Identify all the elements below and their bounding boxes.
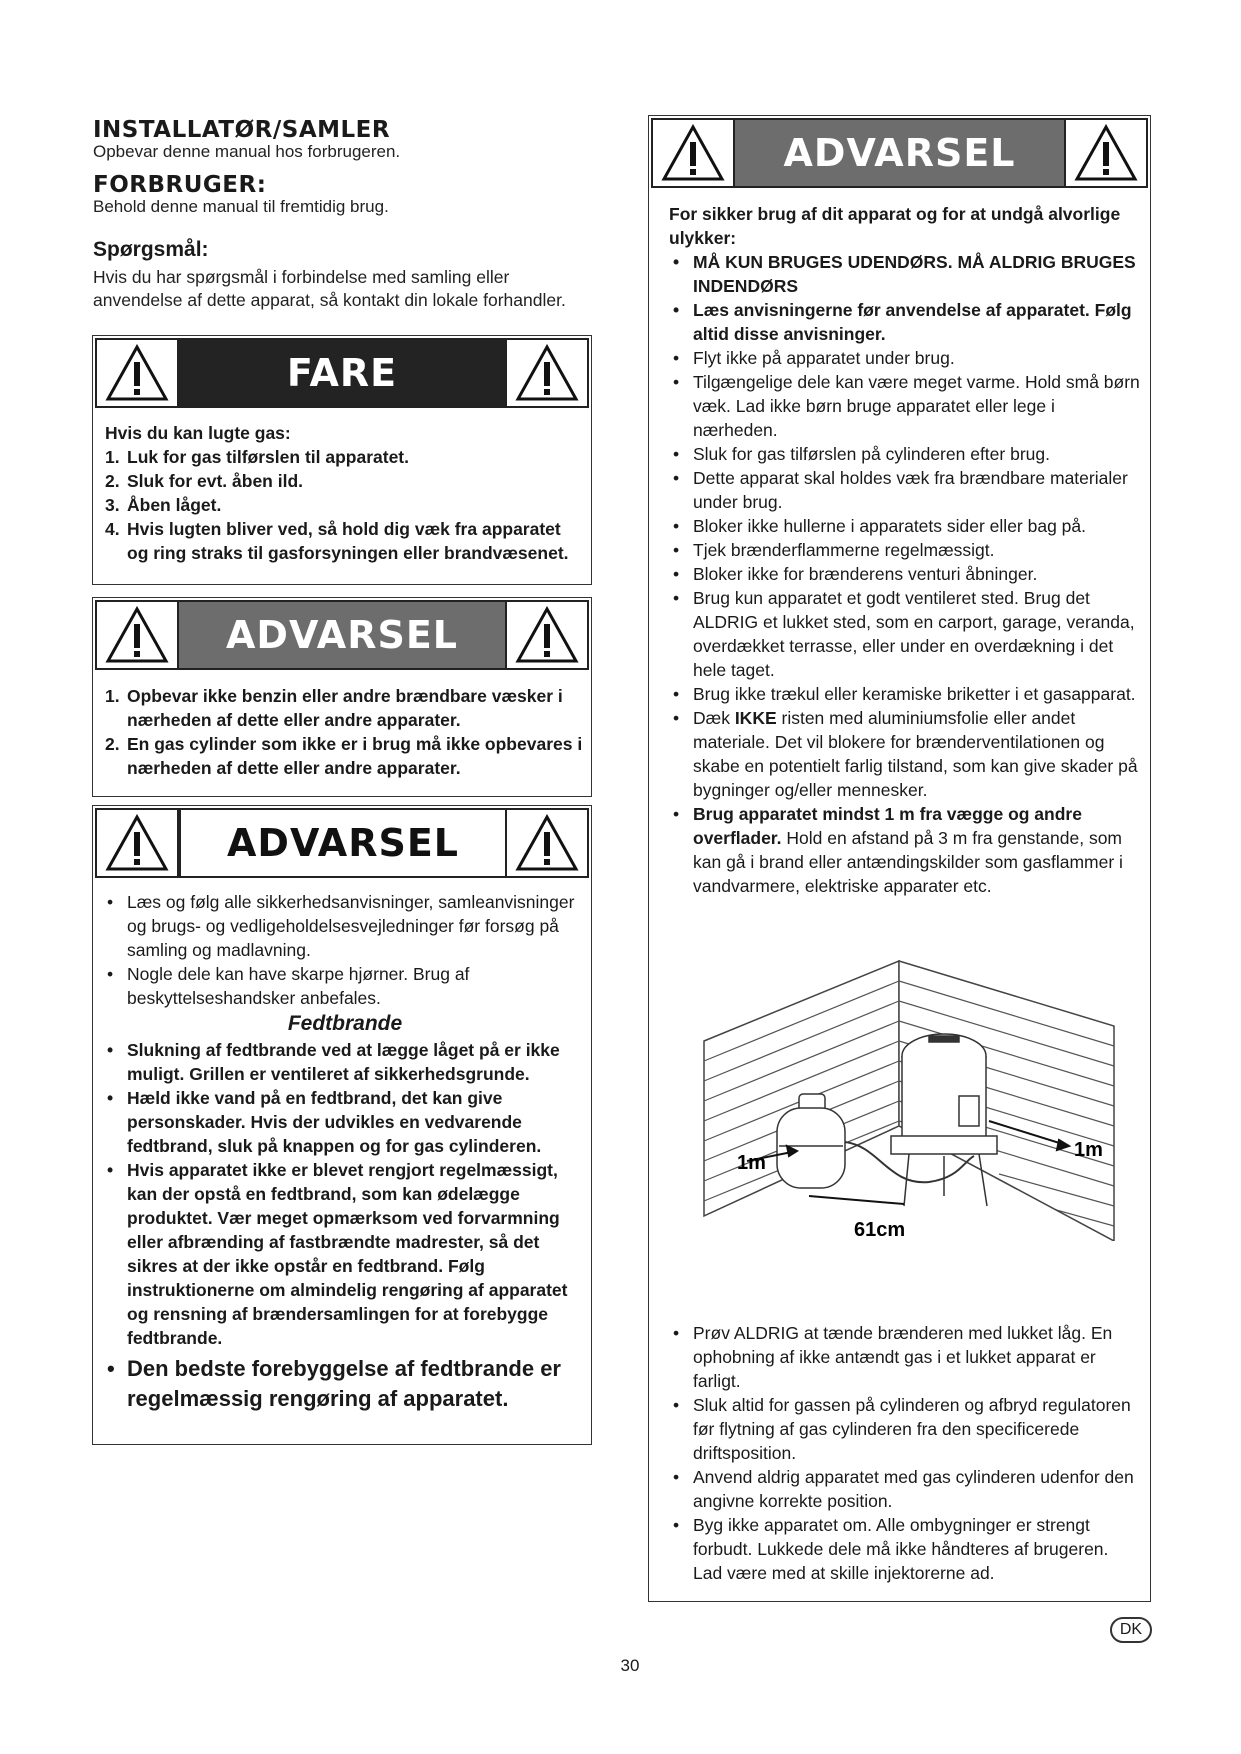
list-item: 3. Åben låget. [105,495,222,515]
list-item: • Anvend aldrig apparatet med gas cylinderen udenfor den angivne korrekte position. [669,1465,1141,1513]
warning-title-1: ADVARSEL [179,602,505,668]
list-item: 1. Luk for gas tilførslen til apparatet. [105,447,409,467]
list-item: • MÅ KUN BRUGES UDENDØRS. MÅ ALDRIG BRUGES INDENDØRS [669,250,1141,298]
installer-text: Opbevar denne manual hos forbrugeren. [93,142,401,161]
list-item: 2. En gas cylinder som ikke er i brug må ikke opbevares i nærheden af dette eller andre apparater. [105,734,583,778]
danger-intro: Hvis du kan lugte gas: [105,423,291,443]
consumer-text: Behold denne manual til fremtidig brug. [93,197,389,216]
list-item: • Prøv ALDRIG at tænde brænderen med lukket låg. En ophobning af ikke antændt gas i et lukket apparat er farligt. [669,1321,1141,1393]
warning-box-right [648,115,1151,1602]
list-item: • Tilgængelige dele kan være meget varme. Hold små børn væk. Lad ikke børn bruge apparatet eller lege i nærheden. [669,370,1141,442]
list-item: 2. Sluk for evt. åben ild. [105,471,304,491]
warning-triangle-icon [97,810,179,876]
warning-banner-2 [95,808,589,878]
warning-banner-right [651,118,1148,188]
warning-box-2 [92,805,592,1445]
list-item: • Brug kun apparatet et godt ventileret sted. Brug det ALDRIG et lukket sted, som en carport, garage, veranda, overdækket terrasse, eller under en overdækning i det hele taget. [669,586,1141,682]
consumer-title: FORBRUGER: [93,172,267,198]
list-item: 1. Opbevar ikke benzin eller andre brændbare væsker i nærheden af dette eller andre apparater. [105,686,563,730]
danger-box [92,335,592,585]
warning-right-after [669,1321,1141,1585]
warning-triangle-icon [97,602,179,668]
list-item: • Tjek brænderflammerne regelmæssigt. [669,538,1141,562]
diagram-label-bottom: 61cm [854,1219,906,1241]
country-badge: DK [1110,1617,1152,1643]
list-item: • Hæld ikke vand på en fedtbrand, det kan give personskader. Hvis der udvikles en vedvarende fedtbrand, sluk på knappen og for gas cylinderen. [103,1086,587,1158]
warning-right-intro: For sikker brug af dit apparat og for at undgå alvorlige ulykker: [669,204,1121,248]
warning-triangle-icon [505,602,587,668]
list-item: • Slukning af fedtbrande ved at lægge låget på er ikke muligt. Grillen er ventileret af sikkerhedsgrunde. [103,1038,587,1086]
diagram-label-right: 1m [1074,1139,1103,1161]
warning-title-right: ADVARSEL [735,120,1064,186]
warning-1-body [105,684,583,780]
list-item: • Bloker ikke for brænderens venturi åbninger. [669,562,1141,586]
list-item: • Bloker ikke hullerne i apparatets sider eller bag på. [669,514,1141,538]
warning-triangle-icon [505,340,587,406]
list-item: • Flyt ikke på apparatet under brug. [669,346,1141,370]
list-item: • Læs anvisningerne før anvendelse af apparatet. Følg altid disse anvisninger. [669,298,1141,346]
questions-line-1: Hvis du har spørgsmål i forbindelse med samling eller [93,267,510,287]
diagram-label-left: 1m [737,1152,766,1174]
list-item: • Dæk IKKE risten med aluminiumsfolie eller andet materiale. Det vil blokere for brænderventilationen og skabe en potentielt farlig tilstand, som kan give skader på bygninger og/eller mennesker. [669,706,1141,802]
list-item: • Brug ikke trækul eller keramiske briketter i et gasapparat. [669,682,1141,706]
list-item: • Dette apparat skal holdes væk fra brændbare materialer under brug. [669,466,1141,514]
list-item: • Den bedste forebyggelse af fedtbrande er regelmæssig rengøring af apparatet. [103,1354,587,1414]
warning-banner-1 [95,600,589,670]
danger-title: FARE [179,340,505,406]
questions-line-2: anvendelse af dette apparat, så kontakt din lokale forhandler. [93,290,566,310]
list-item: • Byg ikke apparatet om. Alle ombygninger er strengt forbudt. Lukkede dele må ikke håndteres af brugeren. Lad være med at skille injektorerne ad. [669,1513,1141,1585]
list-item: • Nogle dele kan have skarpe hjørner. Brug af beskyttelseshandsker anbefales. [103,962,587,1010]
fat-fire-subheading: Fedtbrande [287,1012,403,1035]
questions-title: Spørgsmål: [93,238,209,261]
list-item: • Sluk for gas tilførslen på cylinderen efter brug. [669,442,1141,466]
danger-banner [95,338,589,408]
warning-2-body [103,890,587,1414]
installer-title: INSTALLATØR/SAMLER [93,117,391,143]
warning-box-1 [92,597,592,797]
questions-text [93,266,566,312]
warning-title-2: ADVARSEL [179,810,505,876]
clearance-diagram [699,956,1119,1241]
list-item: 4. Hvis lugten bliver ved, så hold dig væk fra apparatet og ring straks til gasforsyningen eller brandvæsenet. [105,519,569,563]
danger-body [105,421,581,565]
warning-right-body [669,202,1141,898]
list-item: • Brug apparatet mindst 1 m fra vægge og andre overflader. Hold en afstand på 3 m fra genstande, som kan gå i brand eller antændingskilder som gasflammer i vandvarmere, elektriske apparater etc. [669,802,1141,898]
page-number: 30 [620,1656,640,1675]
warning-triangle-icon [97,340,179,406]
warning-triangle-icon [505,810,587,876]
list-item: • Læs og følg alle sikkerhedsanvisninger, samleanvisninger og brugs- og vedligeholdelsesvejledninger før forsøg på samling og madlavning. [103,890,587,962]
list-item: • Hvis apparatet ikke er blevet rengjort regelmæssigt, kan der opstå en fedtbrand, som kan ødelægge produktet. Vær meget opmærksom ved forvarmning eller afbrænding af fastbrændte madrester, så det sikres at der ikke opstår en fedtbrand. Følg instruktionerne om almindelig rengøring af apparatet og rensning af brændersamlingen for at forebygge fedtbrande. [103,1158,587,1350]
warning-triangle-icon [653,120,735,186]
list-item: • Sluk altid for gassen på cylinderen og afbryd regulatoren før flytning af gas cylinderen fra den specificerede driftsposition. [669,1393,1141,1465]
warning-triangle-icon [1064,120,1146,186]
